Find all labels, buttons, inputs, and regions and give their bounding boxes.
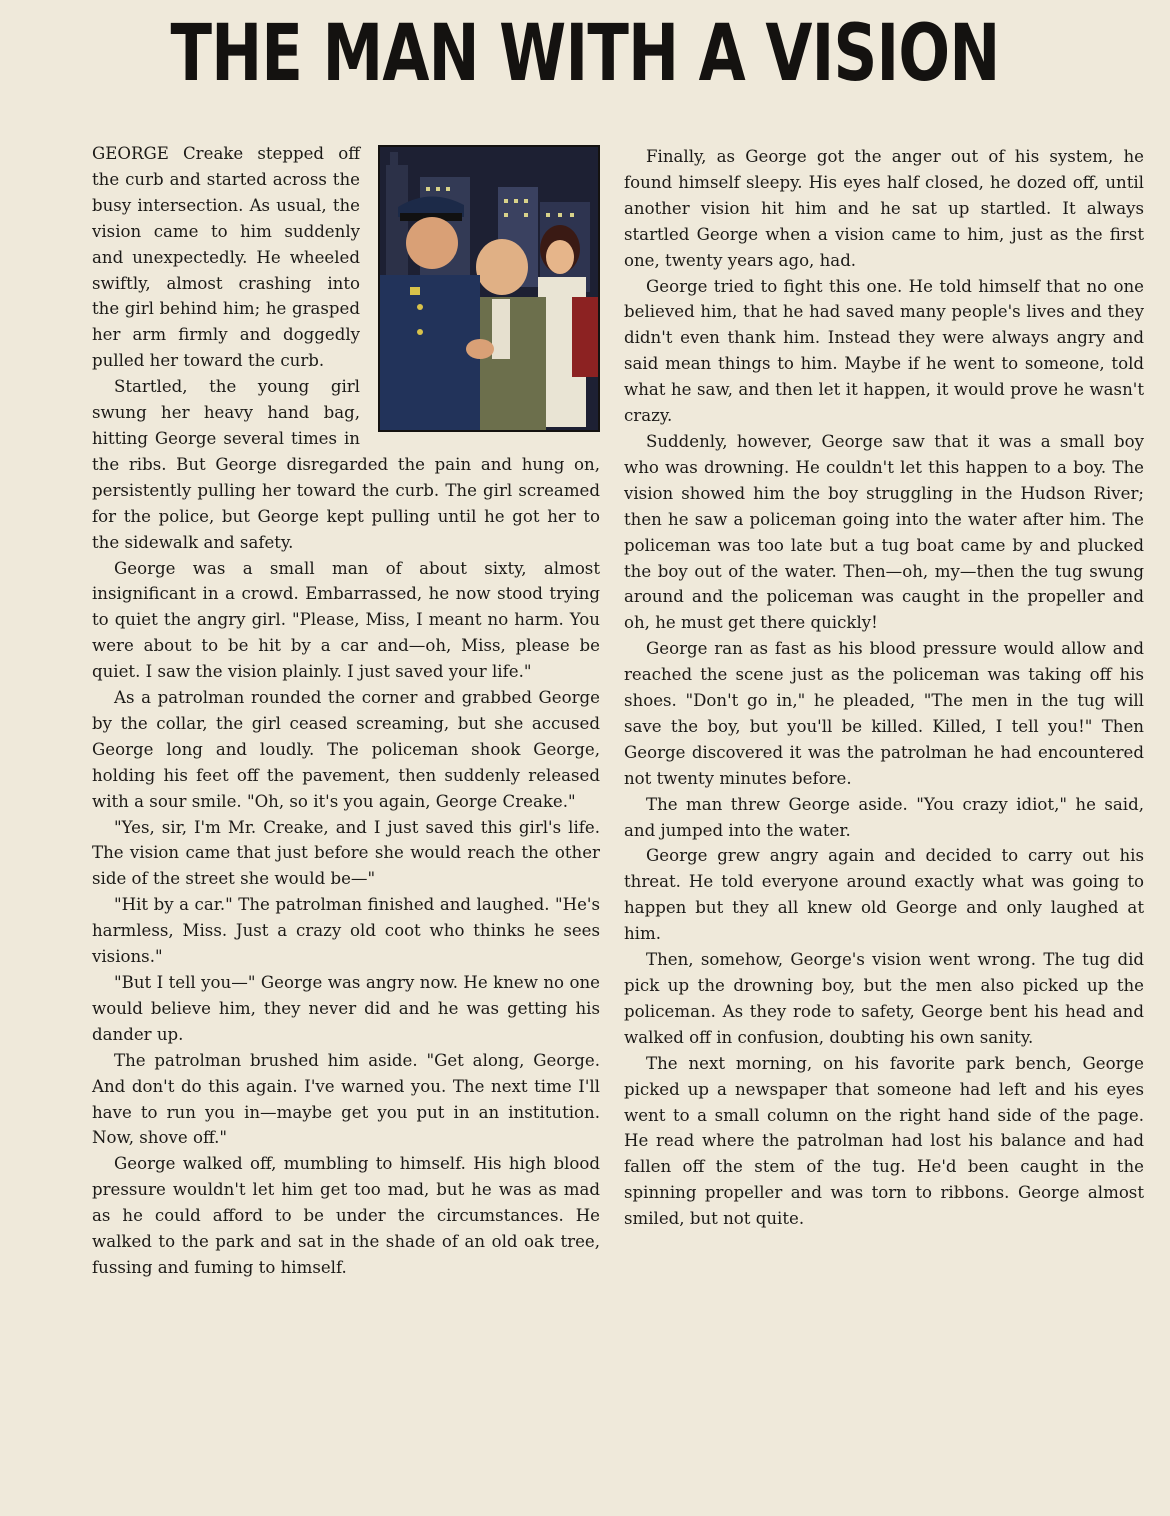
- paragraph: "Yes, sir, I'm Mr. Creake, and I just saved this girl's life. The vision came that just before she would reach the other side of the street she would be—": [92, 817, 600, 889]
- paragraph: The patrolman brushed him aside. "Get along, George. And don't do this again. I've warned you. The next time I'll have to run you in—maybe get you put in an institution. Now, shove off.": [92, 1050, 600, 1148]
- paragraph: As a patrolman rounded the corner and grabbed George by the collar, the girl ceased screaming, but she accused George long and loudly. The policeman shook George, holding his feet off the pavement, then suddenly released with a sour smile. "Oh, so it's you again, George Creake.": [92, 688, 600, 811]
- right-column: [624, 144, 1144, 1232]
- policeman-grabs-man-illustration: [378, 145, 600, 432]
- paragraph: George ran as fast as his blood pressure would allow and reached the scene just as the policeman was taking off his shoes. "Don't go in," he pleaded, "The men in the tug will save the boy, but you'll be killed. Killed, I tell you!" Then George discovered it was the patrolman he had encountered not twenty minutes before.: [624, 639, 1144, 788]
- paragraph: George walked off, mumbling to himself. His high blood pressure wouldn't let him get too mad, but he was as mad as he could afford to be under the circumstances. He walked to the park and sat in the shade of an old oak tree, fussing and fuming to himself.: [92, 1154, 600, 1277]
- paragraph: Then, somehow, George's vision went wrong. The tug did pick up the drowning boy, but the men also picked up the policeman. As they rode to safety, George bent his head and walked off in confusion, doubting his own sanity.: [624, 950, 1144, 1047]
- paragraph: GEORGE Creake stepped off the curb and started across the busy intersection. As usual, the vision came to him suddenly and unexpectedly. He wheeled swiftly, almost crashing into the girl behind him; he grasped her arm firmly and doggedly pulled her toward the curb.: [92, 144, 360, 371]
- paragraph: George grew angry again and decided to carry out his threat. He told everyone around exactly what was going to happen but they all knew old George and only laughed at him.: [624, 846, 1144, 944]
- paragraph: The next morning, on his favorite park bench, George picked up a newspaper that someone had left and his eyes went to a small column on the right hand side of the page. He read where the patrolman had lost his balance and had fallen off the stem of the tug. He'd been caught in the spinning propeller and was torn to ribbons. George almost smiled, but not quite.: [624, 1053, 1144, 1229]
- paragraph: George tried to fight this one. He told himself that no one believed him, that he had saved many people's lives and they didn't even thank him. Instead they were always angry and said mean things to him. Maybe if he went to someone, told what he saw, and then let it happen, it would prove he wasn't crazy.: [624, 276, 1144, 426]
- left-column: [92, 141, 600, 1281]
- paragraph: "Hit by a car." The patrolman finished and laughed. "He's harmless, Miss. Just a crazy old coot who thinks he sees visions.": [92, 895, 600, 967]
- paragraph: Finally, as George got the anger out of his system, he found himself sleepy. His eyes half closed, he dozed off, until another vision hit him and he sat up startled. It always startled George when a vision came to him, just as the first one, twenty years ago, had.: [624, 147, 1144, 270]
- paragraph: The man threw George aside. "You crazy idiot," he said, and jumped into the water.: [624, 794, 1144, 840]
- paragraph: "But I tell you—" George was angry now. He knew no one would believe him, they never did and he was getting his dander up.: [92, 973, 600, 1044]
- story-title: THE MAN WITH A VISION: [170, 9, 1000, 99]
- paragraph: Startled, the young girl swung her heavy hand bag, hitting George several times in the ribs. But George disregarded the pain and hung on, persistently pulling her toward the curb. The girl screamed for the police, but George kept pulling until he got her to the sidewalk and safety.: [92, 377, 600, 552]
- paragraph: Suddenly, however, George saw that it was a small boy who was drowning. He couldn't let this happen to a boy. The vision showed him the boy struggling in the Hudson River; then he saw a policeman going into the water after him. The policeman was too late but a tug boat came by and plucked the boy out of the water. Then—oh, my—then the tug swung around and the policeman was caught in the propeller and oh, he must get there quickly!: [624, 431, 1144, 633]
- paragraph: George was a small man of about sixty, almost insignificant in a crowd. Embarrassed, he now stood trying to quiet the angry girl. "Please, Miss, I meant no harm. You were about to be hit by a car and—oh, Miss, please be quiet. I saw the vision plainly. I just saved your life.": [92, 558, 600, 682]
